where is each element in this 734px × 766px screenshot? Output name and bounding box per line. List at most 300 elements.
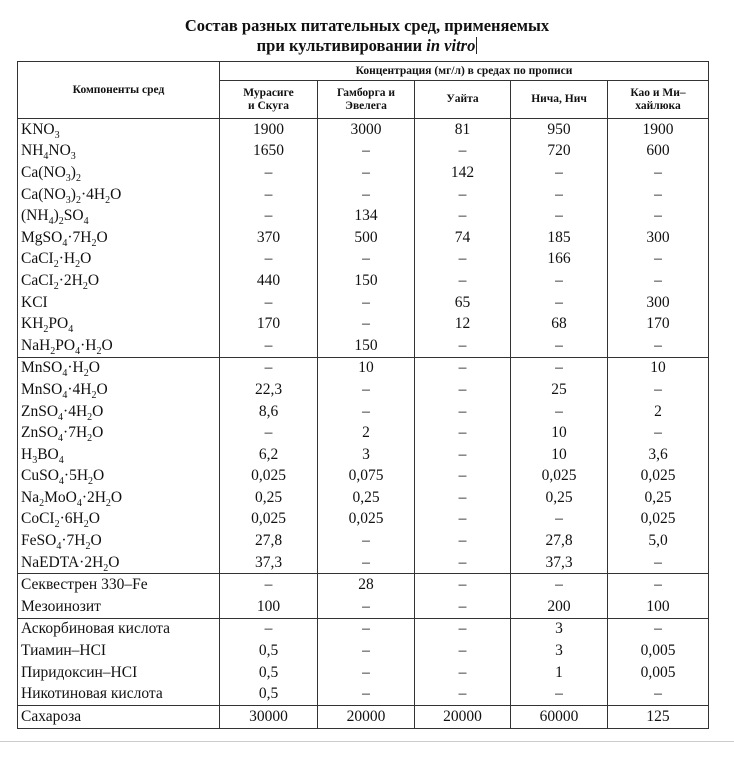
formula-part: Ca(NO — [21, 163, 66, 181]
header-components: Компоненты сред — [18, 62, 220, 119]
concentration-cell: 0,025 — [608, 509, 709, 531]
component-name — [18, 313, 220, 335]
table-row — [18, 596, 709, 618]
component-name — [18, 444, 220, 466]
concentration-cell: 300 — [608, 292, 709, 314]
concentration-cell: 100 — [608, 596, 709, 618]
formula-part: ·6H — [59, 510, 84, 528]
concentration-cell: 0,25 — [318, 487, 415, 509]
concentration-cell: 440 — [220, 270, 318, 292]
subscript: 4 — [56, 541, 62, 553]
table-row — [18, 552, 709, 574]
concentration-cell: – — [415, 249, 511, 271]
subscript: 4 — [62, 368, 68, 380]
component-name — [18, 662, 220, 684]
concentration-cell: – — [608, 574, 709, 596]
concentration-cell: – — [511, 292, 608, 314]
concentration-cell: 0,075 — [318, 466, 415, 488]
table-row — [18, 422, 709, 444]
subscript: 2 — [82, 281, 88, 293]
subscript: 4 — [58, 433, 64, 445]
header-column-3 — [511, 81, 608, 119]
formula-part: NaEDTA·2H — [21, 553, 104, 571]
concentration-cell: 3 — [511, 618, 608, 640]
formula-part: O — [87, 271, 100, 289]
subscript: 2 — [75, 259, 81, 271]
formula-part: NaH — [21, 336, 51, 354]
concentration-cell: – — [415, 335, 511, 357]
table-row — [18, 618, 709, 640]
title-italic: in vitro — [426, 36, 476, 55]
table-row — [18, 509, 709, 531]
formula-part: O — [110, 488, 123, 506]
formula-part: O — [96, 228, 108, 246]
table-row — [18, 487, 709, 509]
concentration-cell: – — [220, 292, 318, 314]
formula-part: O — [96, 380, 108, 398]
table-row — [18, 141, 709, 163]
subscript: 4 — [75, 345, 81, 357]
header-column-line: и Скуга — [248, 99, 289, 112]
concentration-cell: 6,2 — [220, 444, 318, 466]
formula-part: ·7H — [67, 228, 92, 246]
subscript: 2 — [87, 411, 93, 423]
formula-part: KCI — [21, 293, 48, 311]
concentration-cell: – — [220, 205, 318, 227]
subscript: 4 — [62, 390, 68, 402]
table-row — [18, 292, 709, 314]
concentration-cell: 68 — [511, 313, 608, 335]
concentration-cell: 185 — [511, 227, 608, 249]
subscript: 2 — [50, 345, 56, 357]
formula-part: MnSO — [21, 380, 63, 398]
header-concentration: Концентрация (мг/л) в средах по прописи — [220, 62, 709, 81]
concentration-cell: 142 — [415, 162, 511, 184]
concentration-cell: – — [220, 335, 318, 357]
page-divider — [0, 741, 734, 742]
concentration-cell: 37,3 — [511, 552, 608, 574]
concentration-cell: – — [415, 270, 511, 292]
concentration-cell: 0,25 — [608, 487, 709, 509]
concentration-cell: 25 — [511, 379, 608, 401]
header-column-4 — [608, 81, 709, 119]
concentration-cell: 28 — [318, 574, 415, 596]
formula-part: O — [90, 532, 102, 550]
concentration-cell: – — [608, 422, 709, 444]
concentration-cell: – — [415, 422, 511, 444]
concentration-cell: – — [318, 552, 415, 574]
concentration-cell: – — [415, 574, 511, 596]
formula-part: ·H — [67, 359, 84, 377]
concentration-cell: 134 — [318, 205, 415, 227]
header-column-0 — [220, 81, 318, 119]
subscript: 2 — [91, 390, 97, 402]
table-row — [18, 270, 709, 292]
concentration-cell: 37,3 — [220, 552, 318, 574]
concentration-cell: 27,8 — [220, 530, 318, 552]
formula-part: O — [92, 402, 104, 420]
subscript: 3 — [65, 194, 71, 206]
component-name — [18, 335, 220, 357]
table-row — [18, 119, 709, 141]
subscript: 2 — [83, 519, 89, 531]
title-line-2: при культивировании in vitro — [256, 36, 476, 55]
subscript: 4 — [58, 476, 64, 488]
formula-part: Na — [21, 488, 40, 506]
component-name — [18, 227, 220, 249]
formula-part: CaCI — [21, 271, 54, 289]
concentration-cell: – — [220, 249, 318, 271]
subscript: 2 — [103, 562, 109, 574]
concentration-cell: – — [318, 640, 415, 662]
subscript: 2 — [75, 194, 81, 206]
component-name — [18, 119, 220, 141]
concentration-cell: – — [318, 618, 415, 640]
concentration-cell: 370 — [220, 227, 318, 249]
concentration-cell: 720 — [511, 141, 608, 163]
concentration-cell: 1900 — [608, 119, 709, 141]
concentration-cell: 0,025 — [608, 466, 709, 488]
subscript: 2 — [43, 324, 49, 336]
formula-part: ·2H — [81, 488, 106, 506]
header-column-line: Мурасиге — [243, 86, 294, 99]
formula-part: CuSO — [21, 467, 59, 485]
formula-part: ·H — [80, 336, 97, 354]
concentration-cell: – — [608, 249, 709, 271]
concentration-cell: – — [511, 205, 608, 227]
concentration-cell: – — [415, 141, 511, 163]
concentration-cell: 1 — [511, 662, 608, 684]
concentration-cell: – — [415, 552, 511, 574]
concentration-cell: 0,5 — [220, 683, 318, 705]
concentration-cell: – — [608, 184, 709, 206]
concentration-cell: – — [415, 466, 511, 488]
formula-part: Пиридоксин–HCI — [21, 663, 138, 681]
subscript: 2 — [91, 237, 97, 249]
formula-part: ·2H — [58, 271, 83, 289]
concentration-cell: – — [415, 444, 511, 466]
header-column-line: Гамборга и — [336, 86, 396, 99]
concentration-cell: – — [318, 379, 415, 401]
concentration-cell: – — [608, 552, 709, 574]
formula-part: ·4H — [80, 185, 106, 203]
subscript: 4 — [48, 216, 54, 228]
table-row — [18, 184, 709, 206]
formula-part: Мезоинозит — [21, 597, 101, 615]
component-name — [18, 292, 220, 314]
formula-part: Сахароза — [21, 707, 82, 725]
concentration-cell: – — [415, 184, 511, 206]
subscript: 4 — [83, 216, 89, 228]
formula-part: O — [108, 553, 120, 571]
concentration-cell: – — [511, 162, 608, 184]
concentration-cell: 20000 — [318, 706, 415, 729]
concentration-cell: – — [220, 162, 318, 184]
concentration-cell: – — [511, 509, 608, 531]
text-cursor — [476, 37, 477, 54]
table-row — [18, 683, 709, 705]
subscript: 2 — [83, 368, 89, 380]
table-row — [18, 227, 709, 249]
component-name — [18, 466, 220, 488]
concentration-cell: – — [608, 270, 709, 292]
component-name — [18, 379, 220, 401]
concentration-cell: 22,3 — [220, 379, 318, 401]
concentration-cell: – — [608, 205, 709, 227]
concentration-cell: 12 — [415, 313, 511, 335]
concentration-cell: 10 — [318, 357, 415, 379]
subscript: 2 — [53, 259, 59, 271]
component-name — [18, 596, 220, 618]
concentration-cell: 300 — [608, 227, 709, 249]
concentration-cell: 2 — [608, 401, 709, 423]
concentration-cell: 0,025 — [220, 509, 318, 531]
table-row — [18, 335, 709, 357]
formula-part: KH — [21, 315, 44, 333]
concentration-cell: 200 — [511, 596, 608, 618]
concentration-cell: – — [608, 618, 709, 640]
formula-part: ZnSO — [21, 402, 59, 420]
formula-part: O — [101, 336, 113, 354]
component-name — [18, 552, 220, 574]
concentration-cell: – — [415, 205, 511, 227]
subscript: 4 — [43, 151, 49, 163]
concentration-cell: 170 — [608, 313, 709, 335]
subscript: 3 — [70, 151, 76, 163]
component-name — [18, 574, 220, 596]
concentration-cell: 125 — [608, 706, 709, 729]
concentration-cell: – — [511, 184, 608, 206]
concentration-cell: 60000 — [511, 706, 608, 729]
formula-part: MnSO — [21, 359, 63, 377]
component-name — [18, 205, 220, 227]
subscript: 4 — [58, 454, 64, 466]
concentration-cell: 1650 — [220, 141, 318, 163]
concentration-cell: 500 — [318, 227, 415, 249]
subscript: 2 — [85, 541, 91, 553]
concentration-cell: – — [415, 618, 511, 640]
header-column-line: Нича, Нич — [531, 93, 587, 105]
concentration-cell: – — [415, 640, 511, 662]
formula-part: ·7H — [61, 532, 86, 550]
formula-part: CaCI — [21, 250, 54, 268]
concentration-cell: – — [511, 270, 608, 292]
concentration-cell: 8,6 — [220, 401, 318, 423]
concentration-cell: 950 — [511, 119, 608, 141]
formula-part: PO — [48, 315, 69, 333]
table-row — [18, 466, 709, 488]
formula-part: BO — [37, 445, 59, 463]
formula-part: NO — [48, 142, 71, 160]
concentration-cell: 20000 — [415, 706, 511, 729]
title-line-1: Состав разных питательных сред, применяемых — [184, 16, 550, 35]
concentration-cell: 166 — [511, 249, 608, 271]
concentration-cell: – — [318, 292, 415, 314]
component-name — [18, 184, 220, 206]
formula-part: Тиамин–HCI — [21, 642, 107, 660]
concentration-cell: – — [415, 509, 511, 531]
header-column-line: хайлюка — [635, 99, 681, 112]
concentration-cell: 0,25 — [220, 487, 318, 509]
concentration-cell: – — [318, 162, 415, 184]
component-name — [18, 401, 220, 423]
formula-part: FeSO — [21, 532, 57, 550]
concentration-cell: – — [318, 662, 415, 684]
subscript: 2 — [39, 497, 45, 509]
concentration-cell: 1900 — [220, 119, 318, 141]
subscript: 2 — [87, 433, 93, 445]
concentration-cell: – — [415, 487, 511, 509]
table-row — [18, 162, 709, 184]
formula-part: NH — [21, 142, 44, 160]
concentration-cell: 5,0 — [608, 530, 709, 552]
concentration-cell: 10 — [511, 444, 608, 466]
header-column-line: Уайта — [446, 93, 479, 105]
formula-part: ZnSO — [21, 424, 59, 442]
formula-part: O — [93, 467, 105, 485]
concentration-cell: 3,6 — [608, 444, 709, 466]
concentration-cell: 0,025 — [220, 466, 318, 488]
subscript: 2 — [54, 519, 60, 531]
concentration-cell: 600 — [608, 141, 709, 163]
formula-part: ·4H — [67, 380, 92, 398]
concentration-cell: 170 — [220, 313, 318, 335]
subscript: 2 — [53, 281, 59, 293]
concentration-cell: – — [511, 683, 608, 705]
table-row — [18, 530, 709, 552]
component-name — [18, 162, 220, 184]
concentration-cell: 27,8 — [511, 530, 608, 552]
subscript: 3 — [65, 173, 71, 185]
concentration-cell: 81 — [415, 119, 511, 141]
concentration-cell: – — [511, 357, 608, 379]
table-row — [18, 640, 709, 662]
concentration-cell: 3000 — [318, 119, 415, 141]
component-name — [18, 422, 220, 444]
subscript: 2 — [105, 497, 111, 509]
subscript: 2 — [58, 216, 64, 228]
table-row — [18, 662, 709, 684]
table-row — [18, 401, 709, 423]
subscript: 2 — [105, 194, 111, 206]
concentration-cell: 0,5 — [220, 662, 318, 684]
concentration-cell: 10 — [511, 422, 608, 444]
nutrient-media-table — [17, 61, 709, 729]
component-name — [18, 487, 220, 509]
table-row — [18, 313, 709, 335]
table-row — [18, 357, 709, 379]
concentration-cell: 30000 — [220, 706, 318, 729]
concentration-cell: – — [608, 162, 709, 184]
concentration-cell: – — [318, 596, 415, 618]
subscript: 3 — [32, 454, 38, 466]
table-row — [18, 205, 709, 227]
concentration-cell: – — [220, 574, 318, 596]
concentration-cell: 10 — [608, 357, 709, 379]
component-name — [18, 141, 220, 163]
concentration-cell: – — [511, 335, 608, 357]
table-row — [18, 574, 709, 596]
formula-part: (NH — [21, 207, 49, 225]
concentration-cell: 2 — [318, 422, 415, 444]
formula-part: O — [92, 424, 104, 442]
concentration-cell: – — [220, 422, 318, 444]
component-name — [18, 509, 220, 531]
header-column-2 — [415, 81, 511, 119]
concentration-cell: – — [318, 184, 415, 206]
formula-part: ) — [70, 185, 76, 203]
component-name — [18, 618, 220, 640]
concentration-cell: 0,025 — [511, 466, 608, 488]
formula-part: MgSO — [21, 228, 63, 246]
table-row — [18, 249, 709, 271]
component-name — [18, 706, 220, 729]
concentration-cell: – — [318, 401, 415, 423]
formula-part: KNO — [21, 120, 55, 138]
subscript: 2 — [96, 345, 102, 357]
component-name — [18, 683, 220, 705]
concentration-cell: – — [318, 249, 415, 271]
concentration-cell: – — [220, 618, 318, 640]
concentration-cell: 0,025 — [318, 509, 415, 531]
subscript: 4 — [68, 324, 74, 336]
component-name — [18, 640, 220, 662]
component-name — [18, 270, 220, 292]
concentration-cell: 150 — [318, 270, 415, 292]
concentration-cell: 0,005 — [608, 662, 709, 684]
concentration-cell: – — [318, 683, 415, 705]
concentration-cell: 0,25 — [511, 487, 608, 509]
table-row — [18, 379, 709, 401]
subscript: 4 — [58, 411, 64, 423]
concentration-cell: – — [318, 141, 415, 163]
header-column-line: Эвелега — [345, 99, 387, 112]
formula-part: O — [88, 510, 100, 528]
concentration-cell: – — [608, 335, 709, 357]
table-row — [18, 444, 709, 466]
concentration-cell: – — [608, 683, 709, 705]
concentration-cell: 3 — [511, 640, 608, 662]
formula-part: Никотиновая кислота — [21, 685, 163, 703]
formula-part: O — [110, 185, 122, 203]
formula-part: O — [80, 250, 92, 268]
concentration-cell: – — [511, 574, 608, 596]
concentration-cell: 0,005 — [608, 640, 709, 662]
component-name — [18, 530, 220, 552]
concentration-cell: – — [318, 530, 415, 552]
formula-part: CoCI — [21, 510, 55, 528]
concentration-cell: – — [220, 184, 318, 206]
concentration-cell: – — [511, 401, 608, 423]
subscript: 4 — [62, 237, 68, 249]
concentration-cell: 65 — [415, 292, 511, 314]
component-name — [18, 249, 220, 271]
concentration-cell: 74 — [415, 227, 511, 249]
formula-part: ·7H — [63, 424, 88, 442]
formula-part: Ca(NO — [21, 185, 66, 203]
formula-part: ·5H — [63, 467, 89, 485]
table-row — [18, 706, 709, 729]
concentration-cell: – — [415, 683, 511, 705]
formula-part: H — [21, 445, 33, 463]
concentration-cell: – — [415, 379, 511, 401]
formula-part: SO — [63, 207, 84, 225]
component-name — [18, 357, 220, 379]
formula-part: ·H — [58, 250, 76, 268]
concentration-cell: 0,5 — [220, 640, 318, 662]
header-column-1 — [318, 81, 415, 119]
concentration-cell: – — [415, 596, 511, 618]
